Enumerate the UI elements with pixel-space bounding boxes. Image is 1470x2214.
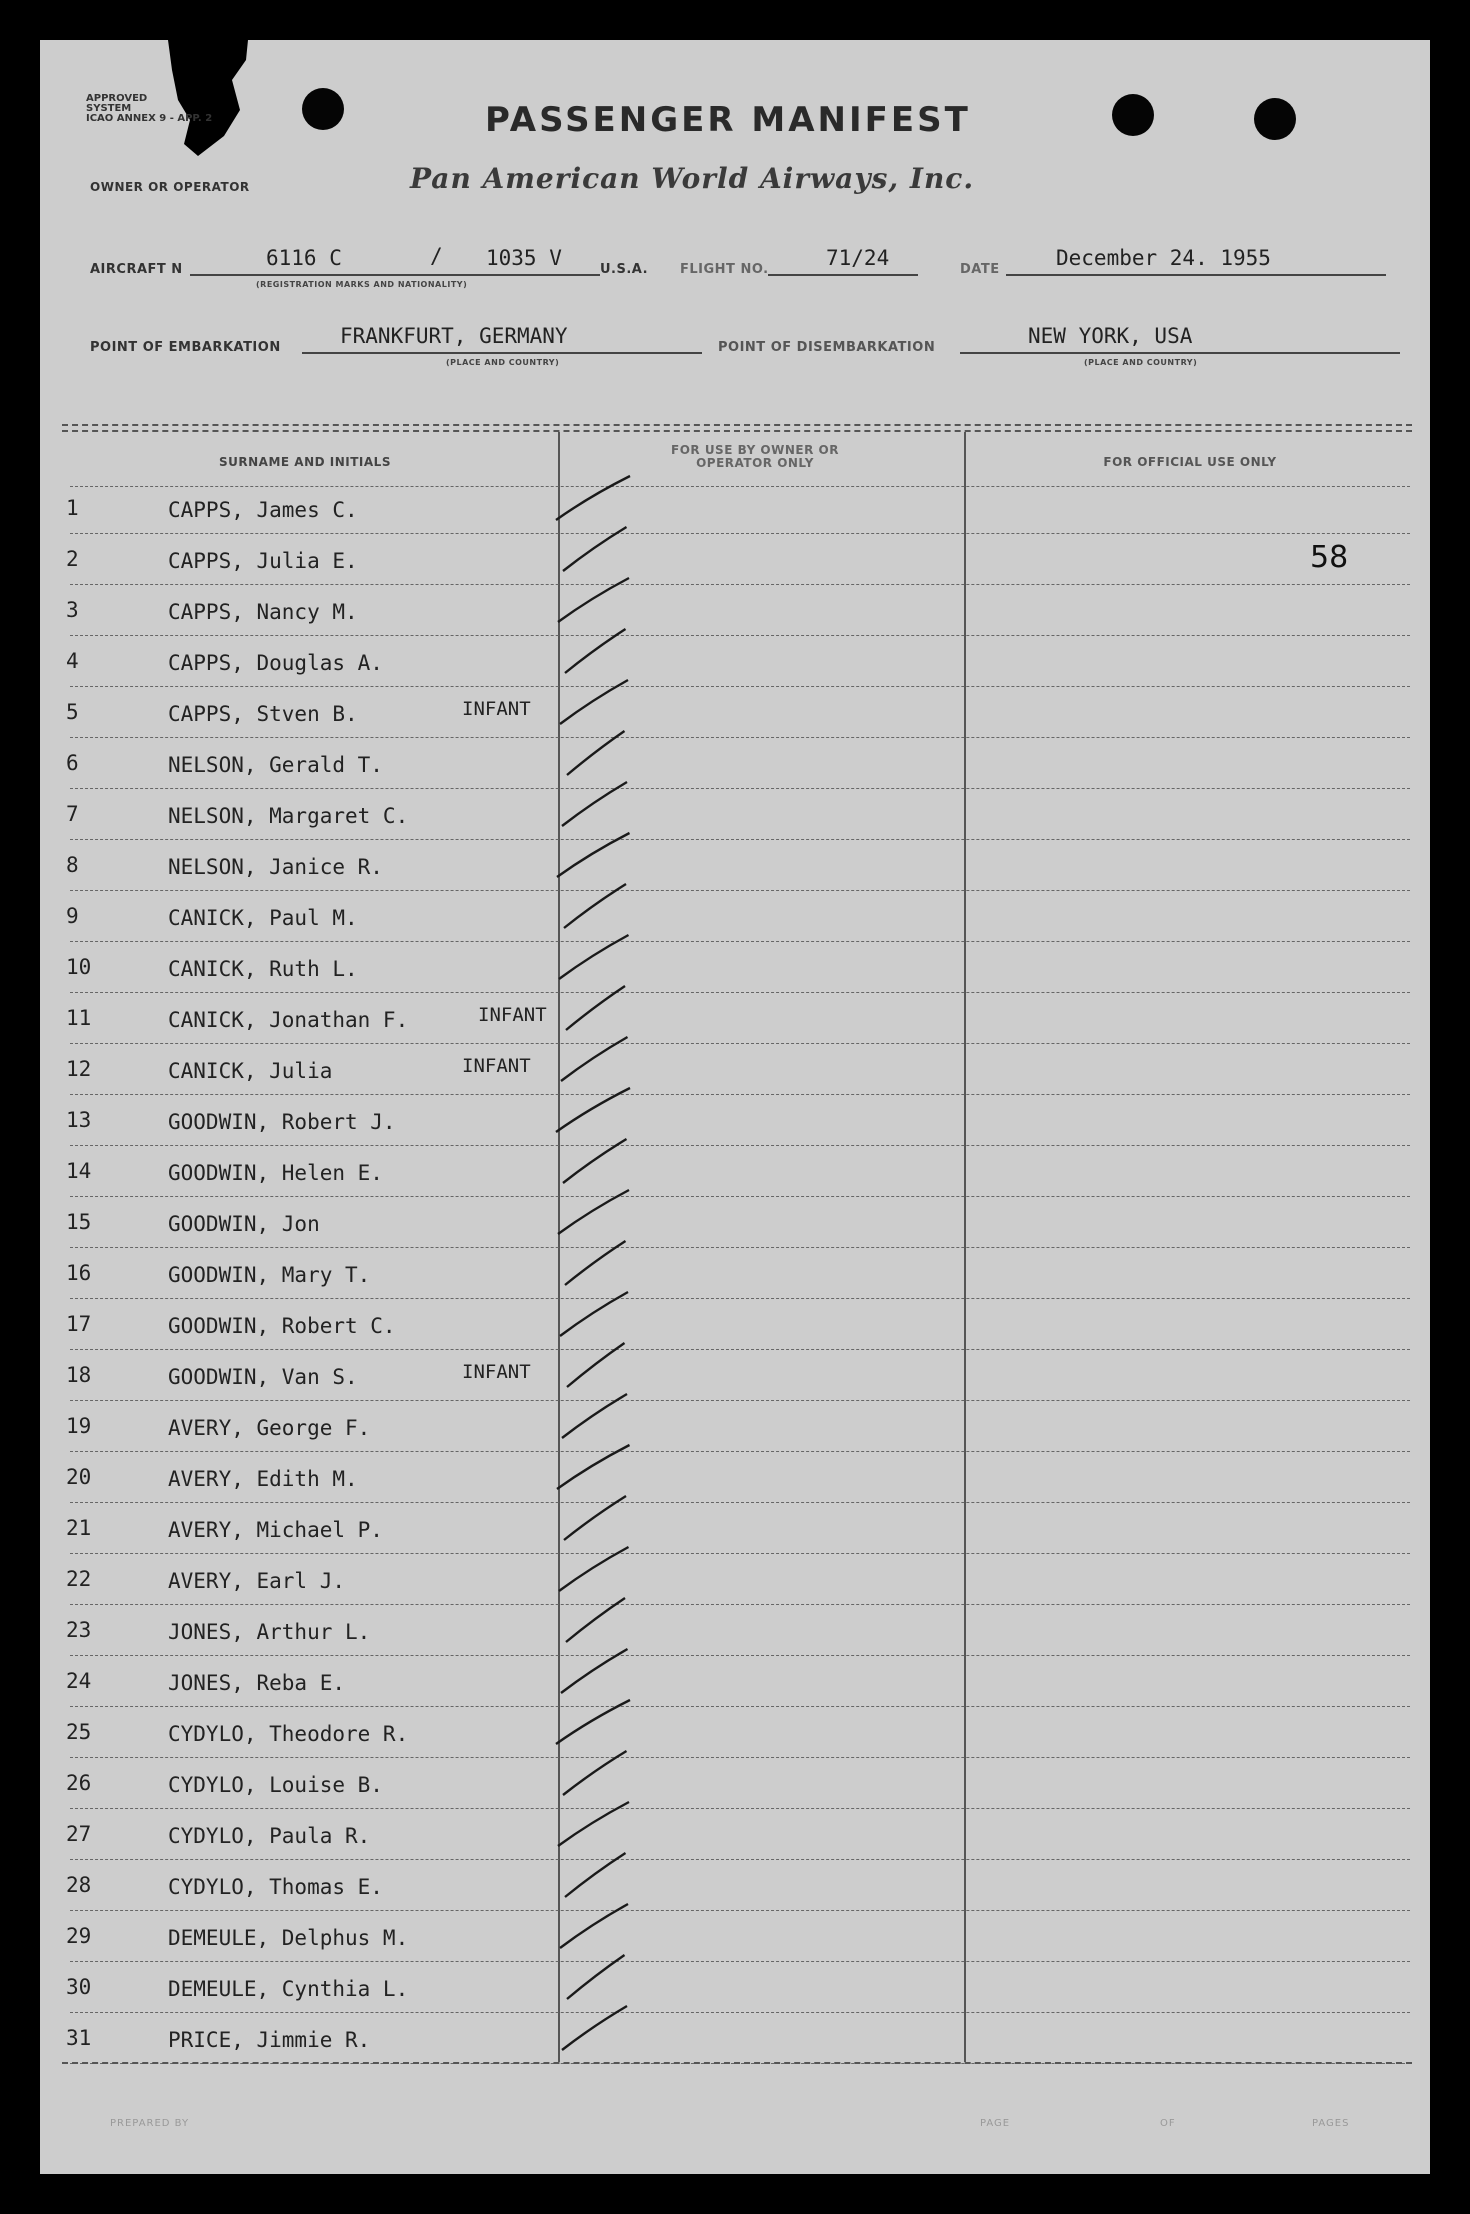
row-rule [70, 890, 1410, 891]
row-rule [70, 2012, 1410, 2013]
row-number: 6 [66, 751, 79, 775]
row-rule [70, 1298, 1410, 1299]
date-label: DATE [960, 262, 1000, 277]
disembark-label: POINT OF DISEMBARKATION [718, 340, 936, 355]
passenger-row [40, 1402, 1430, 1453]
table-bottom-rule [62, 2062, 1412, 2064]
passenger-row [40, 1810, 1430, 1861]
row-number: 21 [66, 1516, 92, 1540]
passenger-name: CANICK, Jonathan F. [168, 1008, 409, 1032]
row-rule [70, 1910, 1410, 1911]
embark-caption: (PLACE AND COUNTRY) [446, 358, 560, 367]
aircraft-label: AIRCRAFT N [90, 262, 183, 277]
row-number: 5 [66, 700, 79, 724]
passenger-row [40, 1504, 1430, 1555]
approval-line: APPROVED [86, 93, 148, 104]
passenger-name: CYDYLO, Paula R. [168, 1824, 371, 1848]
row-number: 3 [66, 598, 79, 622]
passenger-row [40, 790, 1430, 841]
passenger-name: NELSON, Margaret C. [168, 804, 409, 828]
infant-note: INFANT [462, 1361, 531, 1383]
row-number: 4 [66, 649, 79, 673]
passenger-row [40, 892, 1430, 943]
row-rule [70, 1961, 1410, 1962]
row-number: 20 [66, 1465, 92, 1489]
row-number: 24 [66, 1669, 92, 1693]
infant-note: INFANT [478, 1004, 547, 1026]
row-rule [70, 1400, 1410, 1401]
passenger-row [40, 484, 1430, 535]
embark-line [302, 352, 702, 354]
row-rule [70, 1094, 1410, 1095]
row-rule [70, 1196, 1410, 1197]
passenger-name: CYDYLO, Thomas E. [168, 1875, 383, 1899]
row-number: 15 [66, 1210, 92, 1234]
passenger-name: GOODWIN, Robert J. [168, 1110, 396, 1134]
approval-line: SYSTEM [86, 103, 132, 114]
passenger-name: CAPPS, Douglas A. [168, 651, 383, 675]
row-number: 12 [66, 1057, 92, 1081]
disembark-line [960, 352, 1400, 354]
passenger-name: AVERY, Edith M. [168, 1467, 358, 1491]
infant-note: INFANT [462, 1055, 531, 1077]
row-rule [70, 1502, 1410, 1503]
passenger-row [40, 841, 1430, 892]
row-rule [70, 1604, 1410, 1605]
passenger-name: GOODWIN, Mary T. [168, 1263, 371, 1287]
row-rule [70, 686, 1410, 687]
passenger-row [40, 688, 1430, 739]
aircraft-reg: 6116 C [266, 246, 342, 270]
passenger-name: JONES, Reba E. [168, 1671, 346, 1695]
row-rule [70, 941, 1410, 942]
passenger-row [40, 1453, 1430, 1504]
passenger-name: AVERY, Michael P. [168, 1518, 383, 1542]
row-rule [70, 737, 1410, 738]
punch-hole-right-2 [1254, 98, 1296, 140]
flight-label: FLIGHT NO. [680, 262, 769, 277]
passenger-name: CAPPS, Stven B. [168, 702, 358, 726]
operator-name: Pan American World Airways, Inc. [410, 162, 975, 195]
row-number: 28 [66, 1873, 92, 1897]
passenger-row [40, 1708, 1430, 1759]
passenger-row [40, 1198, 1430, 1249]
row-rule [70, 1655, 1410, 1656]
punch-hole-right-1 [1112, 94, 1154, 136]
flight-date: December 24. 1955 [1056, 246, 1271, 270]
row-rule [70, 635, 1410, 636]
flight-line [768, 274, 918, 276]
column-header-owner: FOR USE BY OWNER OR OPERATOR ONLY [671, 443, 839, 470]
row-rule [70, 1451, 1410, 1452]
row-number: 10 [66, 955, 92, 979]
row-number: 29 [66, 1924, 92, 1948]
passenger-name: GOODWIN, Helen E. [168, 1161, 383, 1185]
passenger-row [40, 586, 1430, 637]
passenger-row [40, 1912, 1430, 1963]
page-title: PASSENGER MANIFEST [485, 100, 971, 140]
row-number: 1 [66, 496, 79, 520]
row-rule [70, 533, 1410, 534]
page-number: 58 [1310, 540, 1349, 575]
passenger-name: CAPPS, James C. [168, 498, 358, 522]
infant-note: INFANT [462, 698, 531, 720]
passenger-name: AVERY, George F. [168, 1416, 371, 1440]
row-rule [70, 1043, 1410, 1044]
row-rule [70, 1247, 1410, 1248]
row-number: 27 [66, 1822, 92, 1846]
row-number: 2 [66, 547, 79, 571]
passenger-name: CANICK, Paul M. [168, 906, 358, 930]
passenger-name: AVERY, Earl J. [168, 1569, 346, 1593]
row-rule [70, 1349, 1410, 1350]
row-number: 16 [66, 1261, 92, 1285]
passenger-row [40, 1555, 1430, 1606]
row-rule [70, 839, 1410, 840]
passenger-row [40, 535, 1430, 586]
row-rule [70, 1859, 1410, 1860]
passenger-name: CYDYLO, Theodore R. [168, 1722, 409, 1746]
table-top-rule [62, 424, 1412, 426]
table-top-rule-2 [62, 430, 1412, 432]
column-header-official: FOR OFFICIAL USE ONLY [1103, 455, 1277, 469]
row-number: 18 [66, 1363, 92, 1387]
passenger-row [40, 1657, 1430, 1708]
footer-prepared: PREPARED BY [110, 2118, 190, 2129]
passenger-row [40, 1096, 1430, 1147]
passenger-row [40, 1963, 1430, 2014]
row-rule [70, 584, 1410, 585]
passenger-name: CANICK, Julia [168, 1059, 333, 1083]
passenger-name: CAPPS, Nancy M. [168, 600, 358, 624]
passenger-name: NELSON, Gerald T. [168, 753, 383, 777]
passenger-row [40, 1147, 1430, 1198]
check-mark [530, 2000, 640, 2060]
embark-label: POINT OF EMBARKATION [90, 340, 281, 355]
passenger-name: GOODWIN, Van S. [168, 1365, 358, 1389]
passenger-name: PRICE, Jimmie R. [168, 2028, 371, 2052]
manifest-page [40, 40, 1430, 2174]
embark-place: FRANKFURT, GERMANY [340, 324, 568, 348]
passenger-row [40, 1759, 1430, 1810]
aircraft-slash: / [430, 244, 443, 268]
passenger-name: JONES, Arthur L. [168, 1620, 371, 1644]
row-rule [70, 1706, 1410, 1707]
row-rule [70, 1145, 1410, 1146]
flight-number: 71/24 [826, 246, 890, 270]
passenger-name: CYDYLO, Louise B. [168, 1773, 383, 1797]
owner-label: OWNER OR OPERATOR [90, 180, 250, 194]
row-number: 23 [66, 1618, 92, 1642]
passenger-row [40, 1045, 1430, 1096]
passenger-row [40, 994, 1430, 1045]
passenger-row [40, 739, 1430, 790]
punch-hole-left [302, 88, 344, 130]
row-number: 25 [66, 1720, 92, 1744]
row-number: 31 [66, 2026, 92, 2050]
registration-caption: (REGISTRATION MARKS AND NATIONALITY) [256, 280, 468, 289]
date-line [1006, 274, 1386, 276]
passenger-name: NELSON, Janice R. [168, 855, 383, 879]
row-rule [70, 788, 1410, 789]
usa-label: U.S.A. [600, 262, 649, 277]
passenger-name: DEMEULE, Delphus M. [168, 1926, 409, 1950]
footer-pages: PAGES [1312, 2118, 1350, 2129]
passenger-row [40, 1300, 1430, 1351]
row-number: 26 [66, 1771, 92, 1795]
aircraft-line [190, 274, 600, 276]
passenger-name: DEMEULE, Cynthia L. [168, 1977, 409, 2001]
row-number: 8 [66, 853, 79, 877]
row-number: 11 [66, 1006, 92, 1030]
row-rule [70, 992, 1410, 993]
passenger-name: GOODWIN, Robert C. [168, 1314, 396, 1338]
passenger-row [40, 1249, 1430, 1300]
row-number: 7 [66, 802, 79, 826]
row-rule [70, 1757, 1410, 1758]
row-number: 19 [66, 1414, 92, 1438]
approval-line: ICAO ANNEX 9 - APP. 2 [86, 113, 213, 124]
row-rule [70, 1808, 1410, 1809]
footer-page: PAGE [980, 2118, 1011, 2129]
approval-note [86, 94, 212, 124]
passenger-row [40, 2014, 1430, 2065]
passenger-row [40, 943, 1430, 994]
row-number: 22 [66, 1567, 92, 1591]
row-rule [70, 1553, 1410, 1554]
row-number: 14 [66, 1159, 92, 1183]
disembark-caption: (PLACE AND COUNTRY) [1084, 358, 1198, 367]
passenger-name: CANICK, Ruth L. [168, 957, 358, 981]
passenger-name: CAPPS, Julia E. [168, 549, 358, 573]
column-header-surname: SURNAME AND INITIALS [219, 455, 391, 469]
row-number: 30 [66, 1975, 92, 1999]
row-number: 17 [66, 1312, 92, 1336]
passenger-row [40, 1351, 1430, 1402]
passenger-row [40, 1606, 1430, 1657]
passenger-row [40, 637, 1430, 688]
row-number: 13 [66, 1108, 92, 1132]
footer-of: OF [1160, 2118, 1176, 2129]
passenger-row [40, 1861, 1430, 1912]
disembark-place: NEW YORK, USA [1028, 324, 1193, 348]
row-number: 9 [66, 904, 79, 928]
aircraft-num: 1035 V [486, 246, 562, 270]
passenger-name: GOODWIN, Jon [168, 1212, 320, 1236]
